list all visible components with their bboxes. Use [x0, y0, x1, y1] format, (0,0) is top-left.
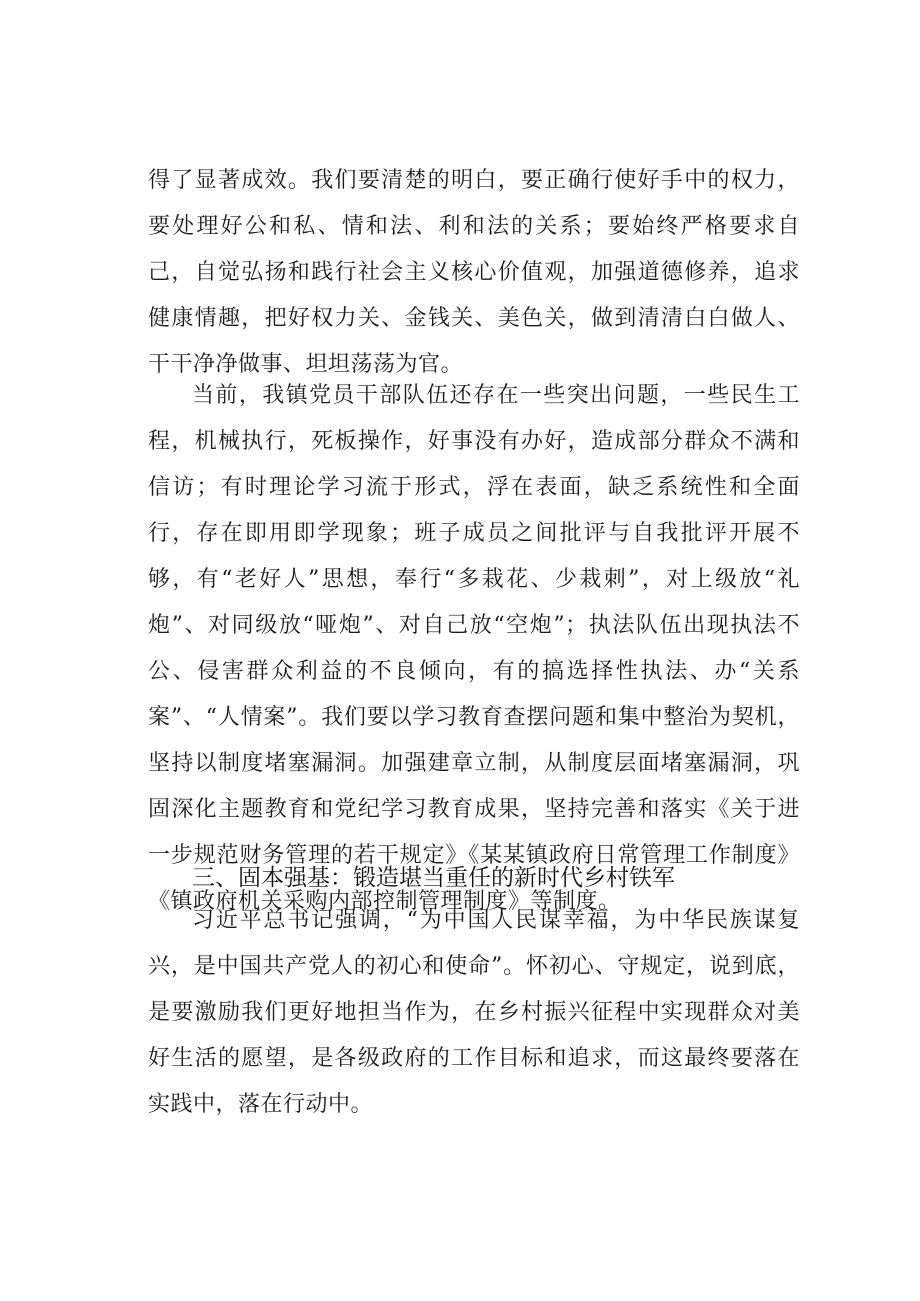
paragraph-integrity: 得了显著成效。我们要清楚的明白，要正确行使好手中的权力，要处理好公和私、情和法、利和法的关系；要始终严格要求自己，自觉弘扬和践行社会主义核心价值观，加强道德修养，追求健康情趣，把好权力关、金钱关、美色关，做到清清白白做人、干干净净做事、坦坦荡荡为官。: [148, 168, 800, 377]
paragraph-mission: 习近平总书记强调，“为中国人民谋幸福，为中华民族谋复兴，是中国共产党人的初心和使命”。怀初心、守规定，说到底，是要激励我们更好地担当作为，在乡村振兴征程中实现群众对美好生活的愿望，是各级政府的工作目标和追求，而这最终要落在实践中，落在行动中。: [148, 908, 800, 1117]
section-heading: 三、固本强基：锻造堪当重任的新时代乡村铁军: [192, 865, 675, 891]
paragraph-problems: 当前，我镇党员干部队伍还存在一些突出问题，一些民生工程，机械执行，死板操作，好事没有办好，造成部分群众不满和信访；有时理论学习流于形式，浮在表面，缺乏系统性和全面行，存在即用即学现象；班子成员之间批评与自我批评开展不够，有“老好人”思想，奉行“多栽花、少栽刺”，对上级放“礼炮”、对同级放“哑炮”、对自己放“空炮”；执法队伍出现执法不公、侵害群众利益的不良倾向，有的搞选择性执法、办“关系案”、“人情案”。我们要以学习教育查摆问题和集中整治为契机，坚持以制度堵塞漏洞。加强建章立制，从制度层面堵塞漏洞，巩固深化主题教育和党纪学习教育成果，坚持完善和落实《关于进一步规范财务管理的若干规定》《某某镇政府日常管理工作制度》《镇政府机关采购内部控制管理制度》等制度。: [148, 383, 800, 914]
